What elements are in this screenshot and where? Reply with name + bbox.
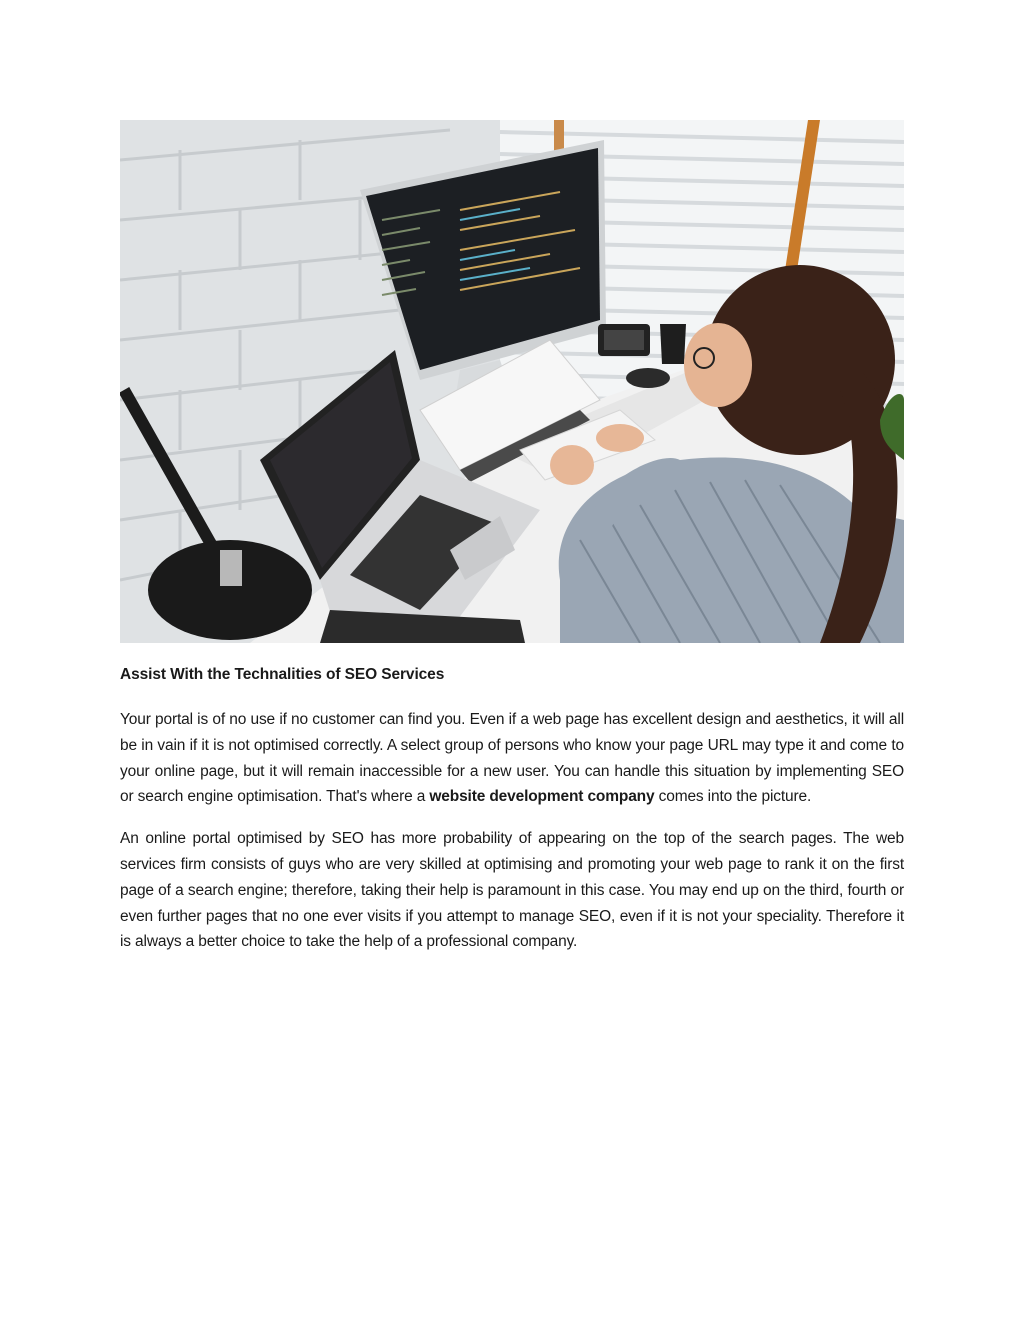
paragraph-1-text: Your portal is of no use if no customer can find you. Even if a web page has excellent design and aesthetics, it will all be in vain if it is not optimised correctly. A select group of persons who know your page URL may type it and come to your online page, but it will remain inaccessible for a new user. You can handle this situation by implementing SEO or search engine optimisation. That's where a: [120, 711, 904, 806]
office-photo: [120, 120, 904, 643]
paragraph-1: [120, 707, 904, 810]
section-heading: Assist With the Technalities of SEO Services: [120, 666, 445, 683]
article-body: [120, 662, 904, 971]
paragraph-1-text-end: comes into the picture.: [654, 788, 812, 806]
paragraph-2: An online portal optimised by SEO has more probability of appearing on the top of the search pages. The web services firm consists of guys who are very skilled at optimising and promoting your web page to rank it on the first page of a search engine; therefore, taking their help is paramount in this case. You may end up on the third, fourth or even further pages that no one ever visits if you attempt to manage SEO, even if it is not your speciality. Therefore it is always a better choice to take the help of a professional company.: [120, 830, 904, 951]
paragraph-1-bold-keyword: website development company: [429, 788, 655, 806]
